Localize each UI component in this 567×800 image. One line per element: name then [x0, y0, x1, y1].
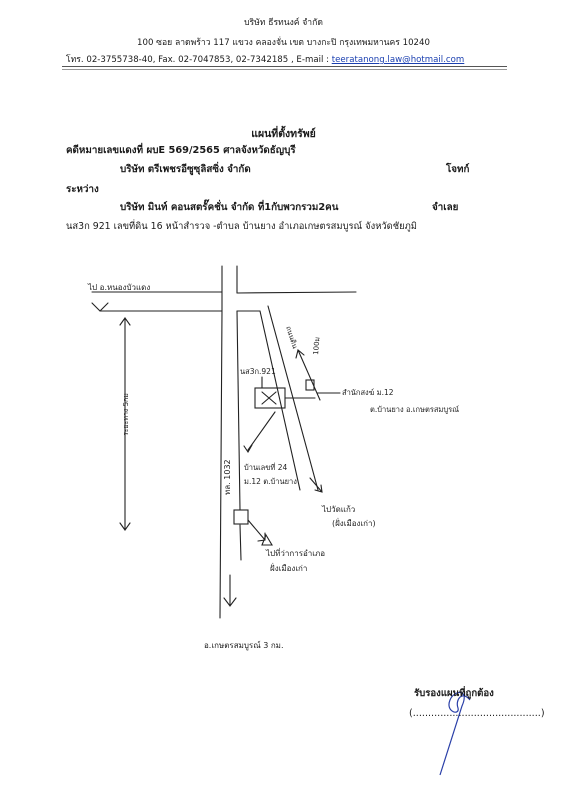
- top-road-label: ไป อ.หนองบัวแดง: [88, 283, 151, 292]
- lane-distance-label: 100ม: [312, 336, 322, 356]
- destination-label-line-1: ไปวัดแก้ว: [322, 505, 356, 514]
- property-description: นส3ก 921 เลขที่ดิน 16 หน้าสำรวจ -ตำบล บ้านยาง อำเภอเกษตรสมบูรณ์ จังหวัดชัยภูมิ: [66, 221, 417, 232]
- bottom-destination-label: อ.เกษตรสมบูรณ์ 3 กม.: [204, 641, 284, 650]
- top-road-upper-right: [237, 292, 356, 293]
- email-link[interactable]: teeratanong.law@hotmail.com: [331, 55, 465, 65]
- document-title: แผนที่ตั้งทรัพย์: [251, 128, 316, 140]
- highway-marker-box: [234, 510, 248, 524]
- company-name: บริษัท ธีรทนงค์ จำกัด: [244, 18, 323, 28]
- lane-distance-line: [296, 350, 320, 400]
- parcel-cross: [262, 392, 276, 404]
- triangle-mark: [262, 535, 272, 545]
- house-arrow: [244, 412, 275, 452]
- signature-line: (..........................................): [409, 708, 545, 719]
- contact-phone-fax: โทร. 02-3755738-40, Fax. 02-7047853, 02-7342185 , E-mail :: [66, 55, 332, 65]
- plaintiff-role: โจทก์: [446, 164, 470, 175]
- house-label-line-1: บ้านเลขที่ 24: [244, 463, 288, 472]
- lane-label: ถนนดิน: [284, 325, 299, 350]
- destination-label-line-2: (ฝั่งเมืองเก่า): [332, 519, 376, 528]
- house-label-line-2: ม.12 ต.บ้านยาง: [244, 477, 297, 486]
- highway-label: ทล. 1032: [223, 459, 232, 495]
- bottom-label-line-1: ไปที่ว่าการอำเภอ: [266, 549, 326, 558]
- bottom-arrow: [248, 520, 265, 541]
- highway-right-edge: [237, 266, 241, 560]
- highway-left-edge: [220, 266, 222, 618]
- top-road-arrow: [92, 303, 108, 311]
- temple-label-line-2: ต.บ้านยาง อ.เกษตรสมบูรณ์: [370, 405, 460, 414]
- left-distance-label: ระยะทาง 5กม: [122, 393, 130, 436]
- signature-scribble: [440, 692, 470, 775]
- lane-end-arrow: [310, 478, 322, 492]
- between-label: ระหว่าง: [66, 184, 99, 195]
- highway-bottom-arrow: [224, 575, 236, 606]
- company-address: 100 ซอย ลาดพร้าว 117 แขวง คลองจั่น เขต บางกะปิ กรุงเทพมหานคร 10240: [137, 38, 430, 48]
- plaintiff-name: บริษัท ตรีเพชรอีซูซุลิสซิ่ง จำกัด: [120, 164, 251, 175]
- case-number: คดีหมายเลขแดงที่ ผบE 569/2565 ศาลจังหวัดธัญบุรี: [66, 145, 296, 156]
- defendant-role: จำเลย: [432, 202, 459, 213]
- temple-label-line-1: สำนักสงฆ์ ม.12: [342, 388, 394, 397]
- defendant-name: บริษัท มินท์ คอนสตรั๊คชั่น จำกัด ที่1กับพวกรวม2คน: [120, 202, 339, 213]
- certify-label: รับรองแผนที่ถูกต้อง: [414, 688, 494, 699]
- parcel-label: นส3ก.921: [240, 367, 276, 376]
- bottom-label-line-2: ฝั่งเมืองเก่า: [270, 564, 308, 573]
